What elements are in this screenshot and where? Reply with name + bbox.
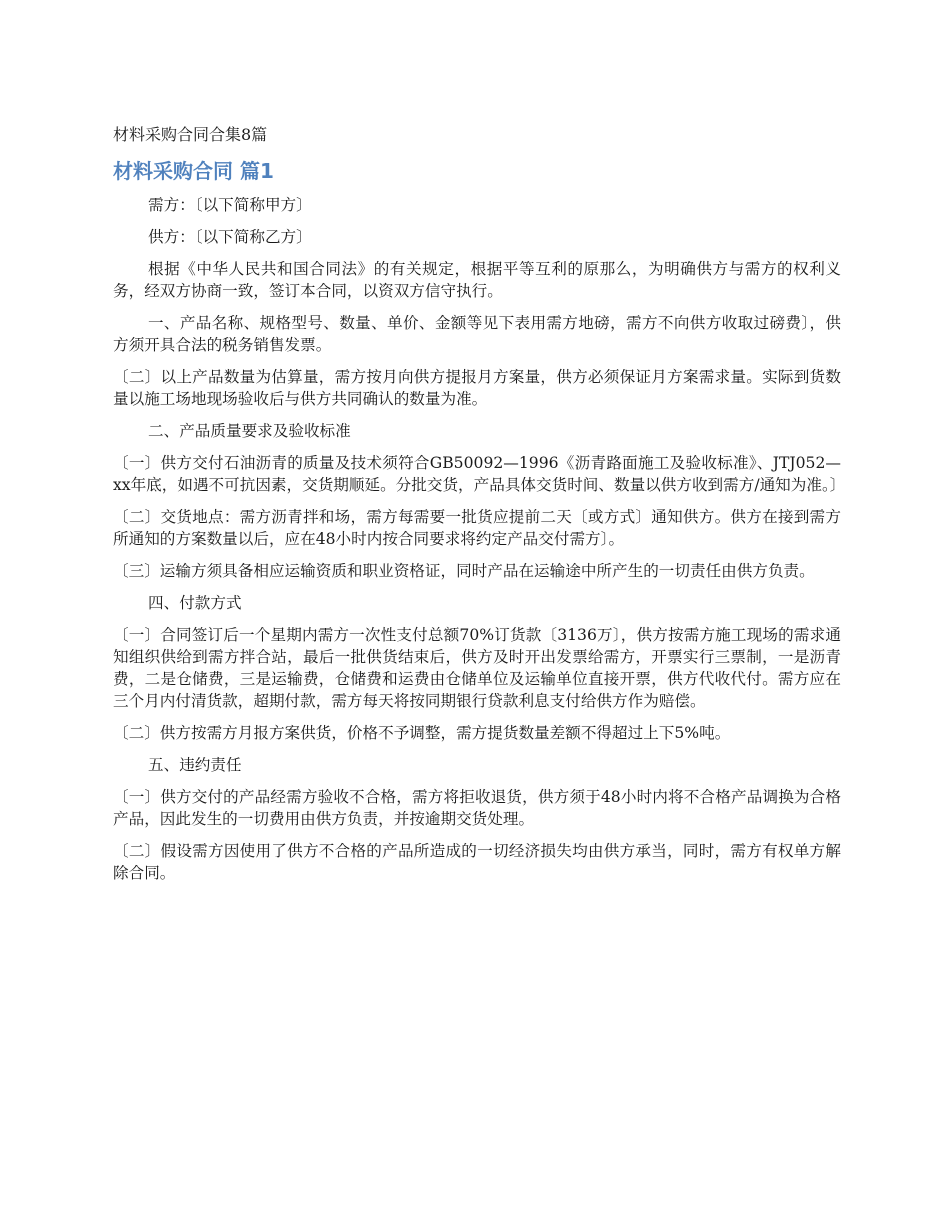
paragraph: 〔二〕假设需方因使用了供方不合格的产品所造成的一切经济损失均由供方承当，同时，需方有权单方解除合同。 [113, 842, 841, 882]
paragraph: 〔二〕以上产品数量为估算量，需方按月向供方提报月方案量，供方必须保证月方案需求量。实际到货数量以施工场地现场验收后与供方共同确认的数量为准。 [113, 368, 841, 408]
paragraph: 〔一〕合同签订后一个星期内需方一次性支付总额70%订货款〔3136万〕，供方按需方施工现场的需求通知组织供给到需方拌合站，最后一批供货结束后，供方及时开出发票给需方，开票实行三票制，一是沥青费，二是仓储费，三是运输费，仓储费和运费由仓储单位及运输单位直接开票，供方代收代付。需方应在三个月内付清货款，超期付款，需方每天将按同期银行贷款利息支付给供方作为赔偿。 [113, 626, 841, 710]
paragraph: 〔二〕交货地点：需方沥青拌和场，需方每需要一批货应提前二天〔或方式〕通知供方。供方在接到需方所通知的方案数量以后，应在48小时内按合同要求将约定产品交付需方〕。 [113, 508, 841, 548]
paragraph: 二、产品质量要求及验收标准 [148, 422, 351, 440]
document-body [113, 194, 846, 884]
paragraph: 四、付款方式 [148, 594, 242, 612]
paragraph: 需方：〔以下简称甲方〕 [148, 196, 312, 214]
paragraph: 〔二〕供方按需方月报方案供货，价格不予调整，需方提货数量差额不得超过上下5%吨。 [113, 724, 731, 742]
document-page [113, 122, 846, 894]
paragraph: 〔一〕供方交付的产品经需方验收不合格，需方将拒收退货，供方须于48小时内将不合格产品调换为合格产品，因此发生的一切费用由供方负责，并按逾期交货处理。 [113, 788, 841, 828]
paragraph: 根据《中华人民共和国合同法》的有关规定，根据平等互利的原那么，为明确供方与需方的权利义务，经双方协商一致，签订本合同，以资双方信守执行。 [113, 260, 841, 300]
paragraph: 一、产品名称、规格型号、数量、单价、金额等见下表用需方地磅，需方不向供方收取过磅费〕，供方须开具合法的税务销售发票。 [113, 314, 841, 354]
section-heading: 材料采购合同 篇1 [113, 159, 274, 183]
document-title: 材料采购合同合集8篇 [113, 125, 268, 144]
paragraph: 供方：〔以下简称乙方〕 [148, 228, 312, 246]
paragraph: 五、违约责任 [148, 756, 242, 774]
paragraph: 〔一〕供方交付石油沥青的质量及技术须符合GB50092—1996《沥青路面施工及验收标准》、JTJ052—xx年底，如遇不可抗因素，交货期顺延。分批交货，产品具体交货时间、数量以供方收到需方/通知为准。〕 [113, 454, 846, 494]
paragraph: 〔三〕运输方须具备相应运输资质和职业资格证，同时产品在运输途中所产生的一切责任由供方负责。 [113, 562, 815, 580]
